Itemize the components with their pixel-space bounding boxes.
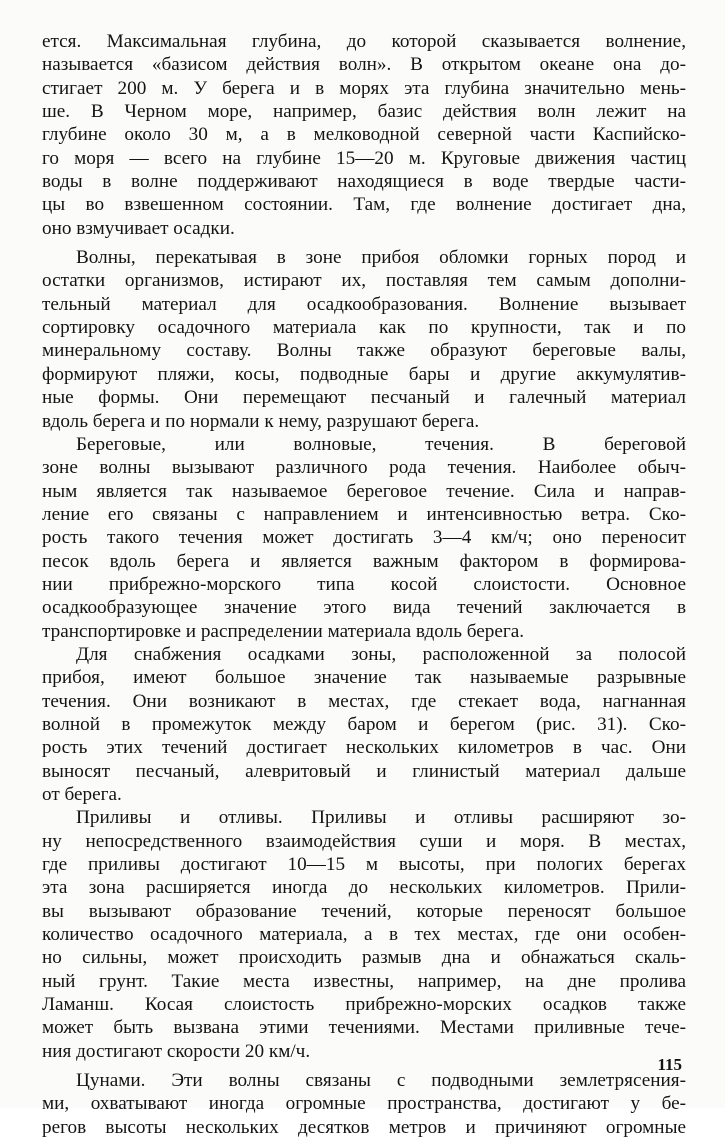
- text-line: нии прибрежно-морского типа косой слоистости. Основное: [42, 573, 686, 595]
- text-line: называется «базисом действия волн». В открытом океане она до-: [42, 54, 686, 76]
- paragraph-5: [42, 806, 686, 1063]
- text-line: течения. Они возникают в местах, где стекает вода, нагнанная: [42, 690, 686, 712]
- text-line: ный грунт. Такие места известны, например, на дне пролива: [42, 970, 686, 992]
- text-line: от берега.: [42, 784, 122, 805]
- text-line: минеральному составу. Волны также образуют береговые валы,: [42, 340, 686, 362]
- text-line: ление его связаны с направлением и интенсивностью ветра. Ско-: [42, 503, 686, 525]
- text-line: го моря — всего на глубине 15—20 м. Круговые движения частиц: [42, 147, 686, 169]
- text-line: формируют пляжи, косы, подводные бары и другие аккумулятив-: [42, 363, 686, 385]
- paragraph-4: [42, 643, 686, 806]
- text-line: выносят песчаный, алевритовый и глинистый материал дальше: [42, 760, 686, 782]
- text-line: ше. В Черном море, например, базис действия волн лежит на: [42, 101, 686, 123]
- text-line: вы вызывают образование течений, которые переносят большое: [42, 900, 686, 922]
- text-line: глубине около 30 м, а в мелководной северной части Каспийско-: [42, 124, 686, 146]
- text-line: ния достигают скорости 20 км/ч.: [42, 1040, 311, 1062]
- text-line: ные формы. Они перемещают песчаный и галечный материал: [42, 387, 686, 409]
- text-line: зоне волны вызывают различного рода течения. Наиболее обыч-: [42, 457, 686, 479]
- text-line: ну непосредственного взаимодействия суши и моря. В местах,: [42, 830, 686, 852]
- text-line: остатки организмов, истирают их, поставляя тем самым дополни-: [42, 270, 686, 292]
- text-line: транспортировке и распределении материала вдоль берега.: [42, 620, 525, 642]
- text-line: Ламанш. Косая слоистость прибрежно-морских осадков также: [42, 994, 686, 1016]
- text-line: ным является так называемое береговое течение. Сила и направ-: [42, 480, 686, 502]
- text-line: прибоя, имеют большое значение так называемые разрывные: [42, 667, 686, 689]
- text-line: осадкообразующее значение этого вида течений заключается в: [42, 597, 686, 619]
- text-line: ется. Максимальная глубина, до которой сказывается волнение,: [42, 31, 686, 52]
- text-line: но сильны, может происходить размыв дна и обнажаться скаль-: [42, 947, 686, 969]
- text-line: Береговые, или волновые, течения. В береговой: [76, 433, 686, 455]
- text-line: где приливы достигают 10—15 м высоты, при пологих берегах: [42, 854, 686, 876]
- text-line: оно взмучивает осадки.: [42, 217, 235, 239]
- text-line: волной в промежуток между баром и берегом (рис. 31). Ско-: [42, 713, 686, 735]
- text-line: Для снабжения осадками зоны, расположенной за полосой: [76, 643, 686, 665]
- text-line: Приливы и отливы. Приливы и отливы расширяют зо-: [76, 807, 686, 829]
- page-body: [42, 30, 686, 1139]
- text-line: цы во взвешенном состоянии. Там, где волнение достигает дна,: [42, 194, 686, 216]
- text-line: стигает 200 м. У берега и в морях эта глубина значительно мень-: [42, 77, 686, 99]
- text-line: Цунами. Эти волны связаны с подводными землетрясения-: [76, 1070, 686, 1092]
- text-line: рость этих течений достигает нескольких километров в час. Они: [42, 737, 686, 759]
- text-line: регов высоты нескольких десятков метров и причиняют огромные: [42, 1116, 686, 1138]
- text-line: тельный материал для осадкообразования. Волнение вызывает: [42, 293, 686, 315]
- paragraph-6: [42, 1069, 686, 1139]
- text-line: рость такого течения может достигать 3—4 км/ч; оно переносит: [42, 527, 686, 549]
- text-line: количество осадочного материала, а в тех местах, где они особен-: [42, 924, 686, 946]
- paragraph-1: [42, 30, 686, 240]
- text-line: ми, охватывают иногда огромные пространства, достигают у бе-: [42, 1093, 686, 1115]
- page-number: 115: [657, 1055, 682, 1074]
- text-line: песок вдоль берега и является важным фактором в формирова-: [42, 550, 686, 572]
- text-line: воды в волне поддерживают находящиеся в воде твердые части-: [42, 171, 686, 193]
- paragraph-2: [42, 246, 686, 433]
- text-line: может быть вызвана этими течениями. Местами приливные тече-: [42, 1017, 686, 1039]
- text-line: сортировку осадочного материала как по крупности, так и по: [42, 317, 686, 339]
- text-line: Волны, перекатывая в зоне прибоя обломки горных пород и: [76, 247, 686, 269]
- text-line: эта зона расширяется иногда до нескольких километров. Прили-: [42, 877, 686, 899]
- text-line: вдоль берега и по нормали к нему, разрушают берега.: [42, 410, 480, 432]
- paragraph-3: [42, 433, 686, 643]
